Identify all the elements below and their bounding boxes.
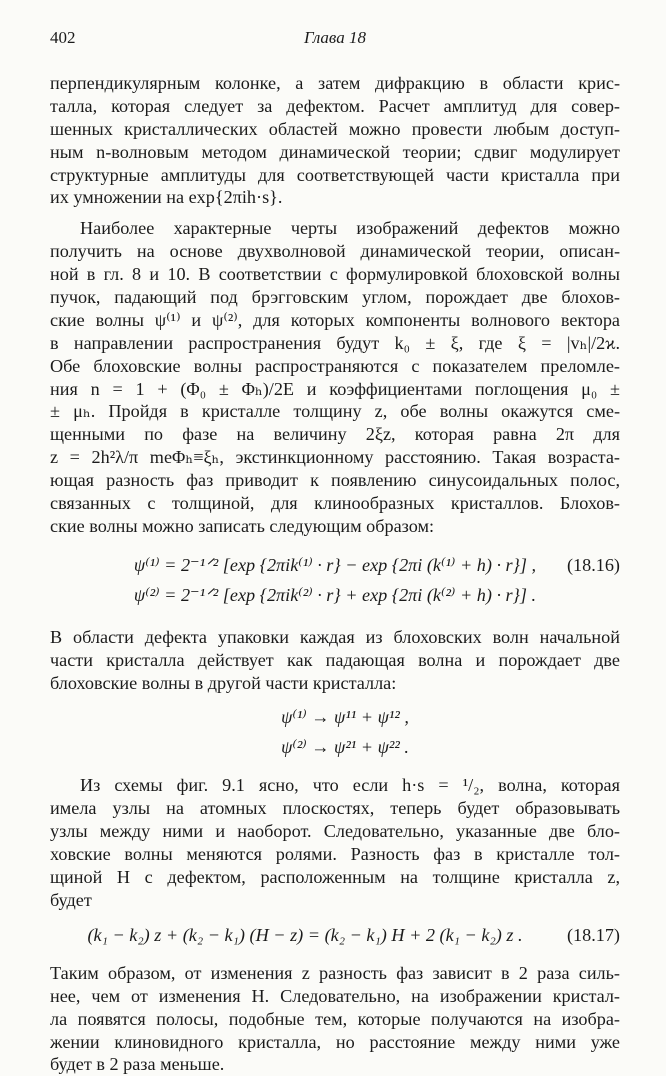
- equation-line: ψ⁽¹⁾ = 2⁻¹ᐟ² [exp {2πik⁽¹⁾ · r} − exp {2πi (k⁽¹⁾ + h) · r}] ,: [133, 554, 537, 575]
- text-line: блоховские волны в другой части кристалла:: [50, 672, 397, 693]
- text-line: части кристалла действует как падающая волна и порождает две: [50, 649, 620, 670]
- text-line: имела узлы на атомных плоскостях, теперь будет образовывать: [50, 798, 620, 819]
- text-line: Наиболее характерные черты изображений дефектов можно: [80, 218, 620, 239]
- text-line: щенными по фазе на величину 2ξz, которая равна 2π для: [50, 424, 620, 445]
- text-line: ной в гл. 8 и 10. В соответствии с формулировкой блоховской волны: [50, 264, 620, 285]
- paragraph-3: [50, 626, 620, 695]
- text-line: структурные амплитуды для соответствующей части кристалла при: [50, 164, 620, 185]
- paragraph-4: [50, 774, 620, 911]
- equation-number: (18.17): [566, 924, 620, 945]
- text-line: будет в 2 раза меньше.: [50, 1054, 225, 1075]
- text-line: получить на основе двухволновой динамической теории, описан-: [50, 241, 620, 262]
- text-line: ховские волны меняются ролями. Разность фаз в кристалле тол-: [50, 844, 620, 865]
- text-line: ла появятся полосы, подобные тем, которые получаются на изобра-: [50, 1008, 620, 1029]
- text-line: нее, чем от изменения H. Следовательно, на изображении кристал-: [50, 985, 620, 1006]
- text-line: Из схемы фиг. 9.1 ясно, что если h·s = ¹/₂, волна, которая: [80, 775, 620, 796]
- scheme-line: ψ⁽²⁾ → ψ²¹ + ψ²² .: [281, 737, 409, 758]
- equation-18-17: [50, 920, 620, 950]
- equation-18-16: [50, 550, 620, 610]
- text-line: Обе блоховские волны распространяются с показателем преломле-: [50, 355, 620, 376]
- equation-line: (k₁ − k₂) z + (k₂ − k₁) (H − z) = (k₂ − k₁) H + 2 (k₁ − k₂) z .: [87, 924, 523, 945]
- text-body: [50, 72, 620, 1076]
- equation-number: (18.16): [566, 554, 620, 575]
- text-line: шенных кристаллических областей можно провести любым доступ-: [50, 118, 620, 139]
- text-line: щиной H с дефектом, расположенным на толщине кристалла z,: [50, 867, 620, 888]
- text-line: z = 2h²λ/π meΦₕ≡ξₕ, экстинкционному расстоянию. Такая возраста-: [50, 447, 620, 468]
- text-line: перпендикулярным колонке, а затем дифракцию в области крис-: [50, 73, 620, 93]
- paragraph-2: [50, 217, 620, 537]
- text-line: в направлении распространения будут k₀ ± ξ, где ξ = |vₕ|/2ϰ.: [50, 332, 620, 353]
- page-number: 402: [50, 28, 76, 47]
- text-line: ния n = 1 + (Φ₀ ± Φₕ)/2E и коэффициентами поглощения μ₀ ±: [50, 378, 620, 399]
- text-line: ± μₕ. Пройдя в кристалле толщину z, обе волны окажутся сме-: [50, 401, 620, 422]
- chapter-title: Глава 18: [304, 28, 366, 47]
- text-line: ские волны можно записать следующим образом:: [50, 515, 435, 536]
- bloch-wave-scheme: [50, 702, 620, 762]
- paragraph-1: [50, 72, 620, 209]
- running-header: [50, 28, 620, 50]
- text-line: ющая разность фаз приводит к появлению синусоидальных полос,: [50, 470, 620, 491]
- scheme-line: ψ⁽¹⁾ → ψ¹¹ + ψ¹² ,: [281, 707, 409, 728]
- text-line: жении клиновидного кристалла, но расстояние между ними уже: [50, 1031, 620, 1052]
- text-line: их умножении на exp{2πih·s}.: [50, 187, 283, 208]
- text-line: будет: [50, 889, 92, 910]
- text-line: пучок, падающий под брэгговским углом, порождает две блохов-: [50, 287, 620, 308]
- text-line: узлы между ними и наоборот. Следовательно, указанные две бло-: [50, 821, 620, 842]
- text-line: В области дефекта упаковки каждая из блоховских волн начальной: [50, 626, 620, 647]
- text-line: Таким образом, от изменения z разность фаз зависит в 2 раза силь-: [50, 962, 620, 983]
- paragraph-5: [50, 962, 620, 1076]
- text-line: ным n-волновым методом динамической теории; сдвиг модулирует: [50, 141, 620, 162]
- text-line: связанных с толщиной, для клинообразных кристаллов. Блохов-: [50, 493, 620, 514]
- text-line: талла, которая следует за дефектом. Расчет амплитуд для совер-: [50, 95, 620, 116]
- text-line: ские волны ψ⁽¹⁾ и ψ⁽²⁾, для которых компоненты волнового вектора: [50, 309, 620, 330]
- equation-line: ψ⁽²⁾ = 2⁻¹ᐟ² [exp {2πik⁽²⁾ · r} + exp {2πi (k⁽²⁾ + h) · r}] .: [133, 584, 537, 605]
